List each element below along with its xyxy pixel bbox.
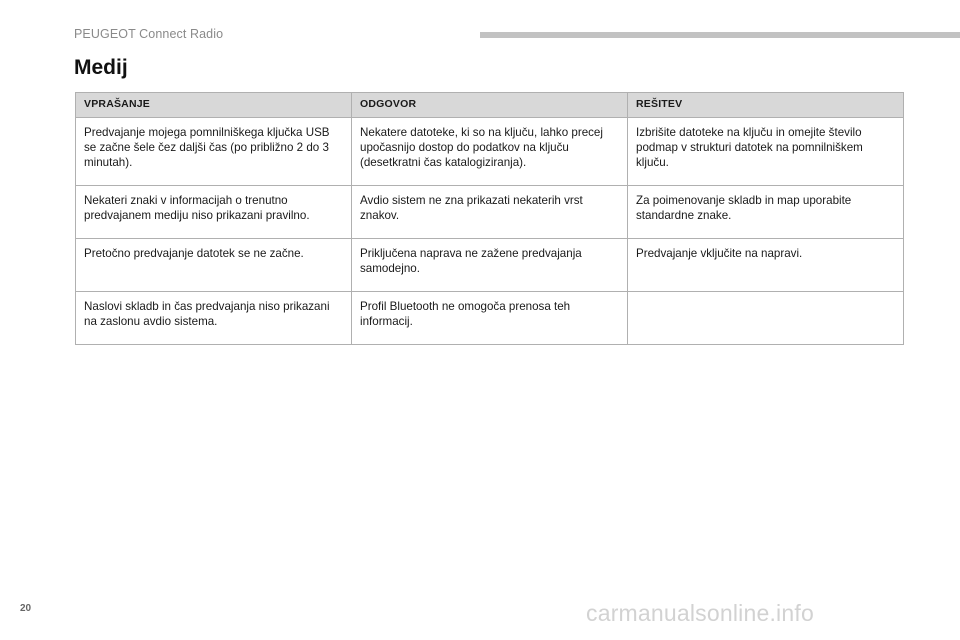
question-cell: Predvajanje mojega pomnilniškega ključka USB se začne šele čez daljši čas (po približno 2 do 3 minutah).: [76, 118, 352, 186]
header-bar: [480, 32, 960, 38]
page-title: Medij: [74, 56, 128, 79]
header-title: PEUGEOT Connect Radio: [74, 27, 224, 41]
solution-cell: Za poimenovanje skladb in map uporabite standardne znake.: [628, 186, 904, 239]
table-header-row: [76, 93, 904, 118]
faq-table: [75, 92, 904, 345]
watermark[interactable]: carmanualsonline.info: [586, 600, 814, 626]
column-header-answer: ODGOVOR: [352, 93, 628, 118]
table-row: [76, 292, 904, 345]
solution-cell: Predvajanje vključite na napravi.: [628, 239, 904, 292]
answer-cell: Avdio sistem ne zna prikazati nekaterih vrst znakov.: [352, 186, 628, 239]
solution-cell: [628, 292, 904, 345]
table-row: [76, 186, 904, 239]
question-cell: Pretočno predvajanje datotek se ne začne.: [76, 239, 352, 292]
answer-cell: Nekatere datoteke, ki so na ključu, lahko precej upočasnijo dostop do podatkov na ključu (desetkratni čas katalogiziranja).: [352, 118, 628, 186]
column-header-question: VPRAŠANJE: [76, 93, 352, 118]
column-header-solution: REŠITEV: [628, 93, 904, 118]
solution-cell: Izbrišite datoteke na ključu in omejite število podmap v strukturi datotek na pomnilniškem ključu.: [628, 118, 904, 186]
page-number: 20: [20, 603, 32, 614]
table-row: [76, 239, 904, 292]
answer-cell: Profil Bluetooth ne omogoča prenosa teh informacij.: [352, 292, 628, 345]
question-cell: Naslovi skladb in čas predvajanja niso prikazani na zaslonu avdio sistema.: [76, 292, 352, 345]
question-cell: Nekateri znaki v informacijah o trenutno predvajanem mediju niso prikazani pravilno.: [76, 186, 352, 239]
answer-cell: Priključena naprava ne zažene predvajanja samodejno.: [352, 239, 628, 292]
table-row: [76, 118, 904, 186]
